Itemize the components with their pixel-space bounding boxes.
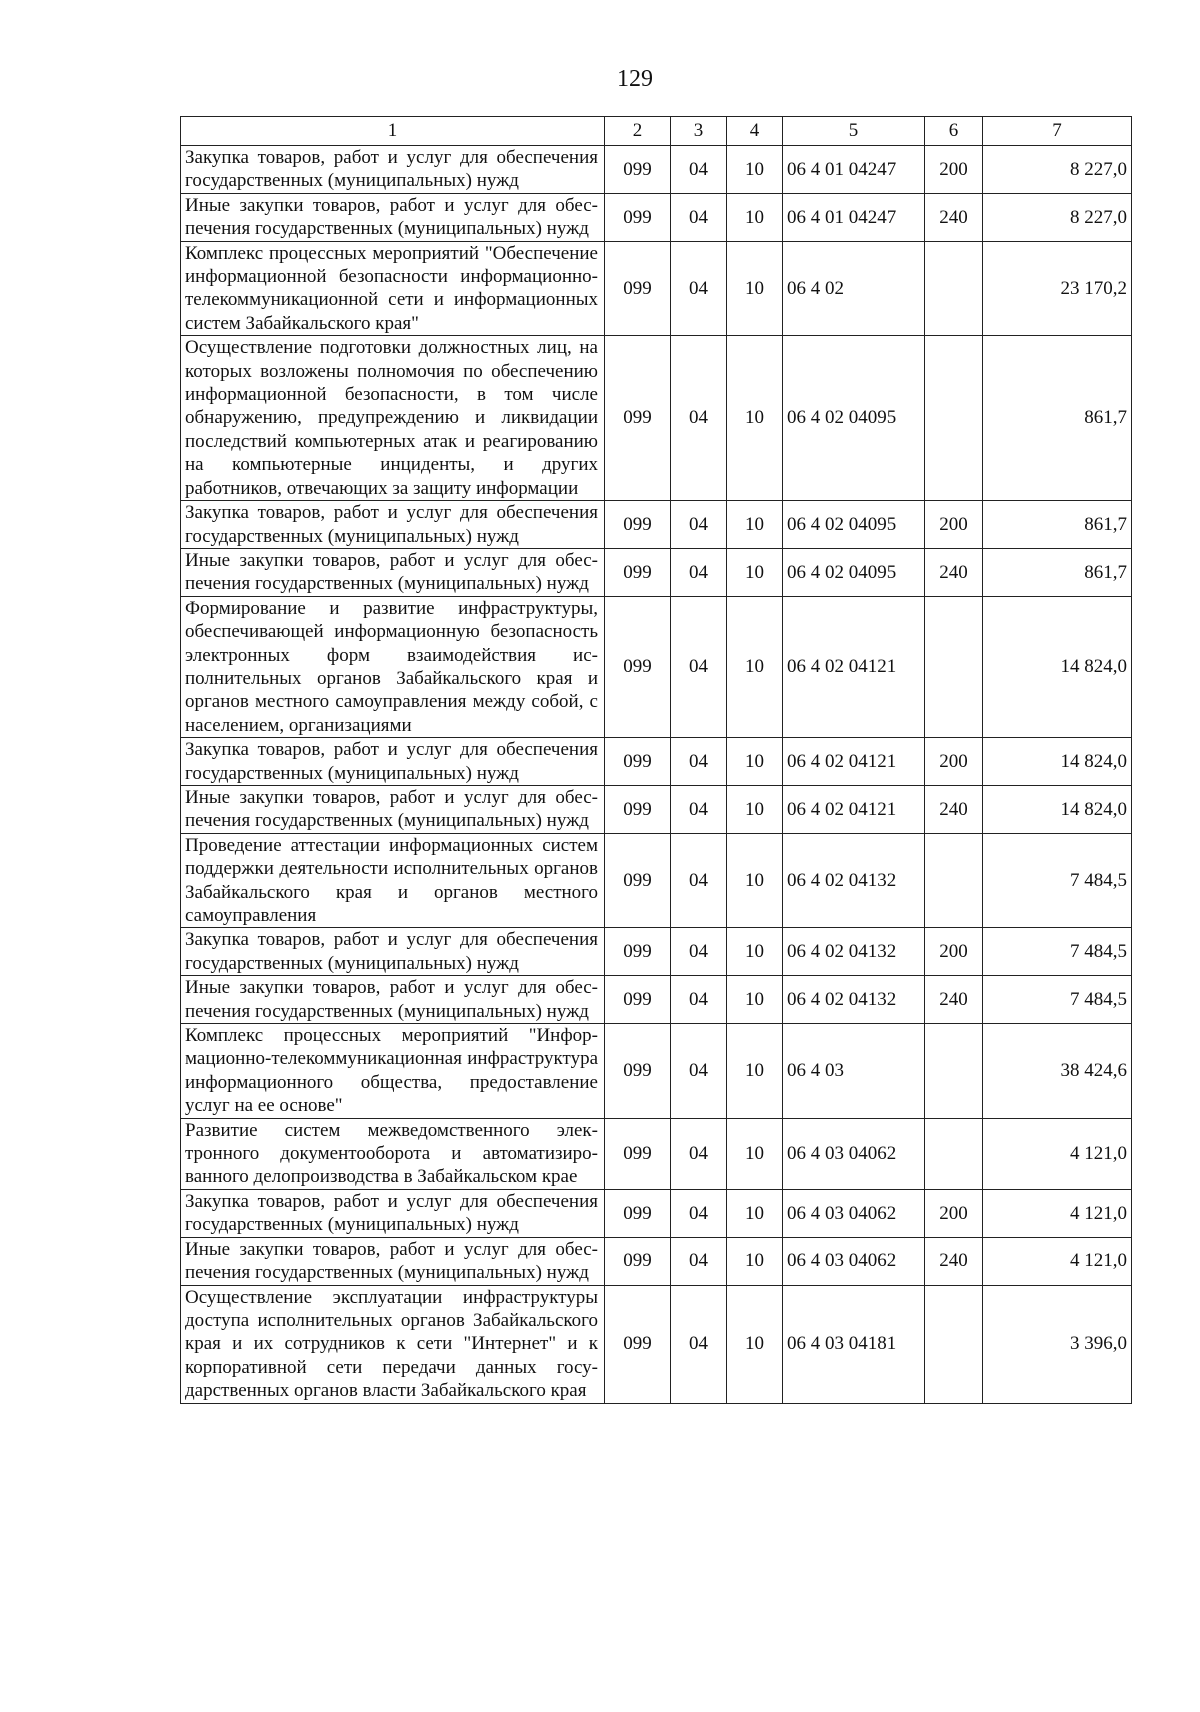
amount: 14 824,0 [983, 596, 1132, 737]
ved-code: 099 [605, 241, 671, 336]
item-name: Осуществление подготовки должностных лиц, на которых возложены полномочия по обеспечению информационной безопасности, в том числе обнаружению, предупреждению и ликвидации последствий компьютерных атак и реагированию на компьютерные инциденты, и других работников, отвечающих за защиту информации [181, 336, 605, 501]
table-row [181, 501, 1132, 549]
item-name: Закупка товаров, работ и услуг для обеспечения государственных (муниципальных) нужд [181, 146, 605, 194]
vr-code [925, 1285, 983, 1403]
table-row [181, 193, 1132, 241]
ved-code: 099 [605, 833, 671, 928]
vr-code: 200 [925, 1189, 983, 1237]
rz-code: 04 [671, 1024, 727, 1119]
amount: 14 824,0 [983, 785, 1132, 833]
item-name: Иные закупки товаров, работ и услуг для обеспечения государственных (муниципальных) нужд [181, 193, 605, 241]
budget-table [180, 116, 1132, 1404]
amount: 4 121,0 [983, 1189, 1132, 1237]
vr-code: 240 [925, 785, 983, 833]
csr-code: 06 4 01 04247 [783, 193, 925, 241]
col-header-7: 7 [983, 117, 1132, 146]
rz-code: 04 [671, 501, 727, 549]
vr-code: 240 [925, 976, 983, 1024]
pr-code: 10 [727, 548, 783, 596]
csr-code: 06 4 03 [783, 1024, 925, 1119]
rz-code: 04 [671, 738, 727, 786]
ved-code: 099 [605, 193, 671, 241]
amount: 861,7 [983, 501, 1132, 549]
ved-code: 099 [605, 928, 671, 976]
item-name: Развитие систем межведомственного электронного документооборота и автоматизированного делопроизводства в Забайкальском крае [181, 1118, 605, 1189]
pr-code: 10 [727, 1237, 783, 1285]
ved-code: 099 [605, 1237, 671, 1285]
item-name: Комплекс процессных мероприятий "Обеспечение информационной безопасности информационно-телекоммуникационной сети и информационных систем Забайкальского края" [181, 241, 605, 336]
ved-code: 099 [605, 548, 671, 596]
rz-code: 04 [671, 976, 727, 1024]
rz-code: 04 [671, 785, 727, 833]
amount: 14 824,0 [983, 738, 1132, 786]
col-header-4: 4 [727, 117, 783, 146]
vr-code [925, 241, 983, 336]
table-row [181, 146, 1132, 194]
csr-code: 06 4 02 04095 [783, 501, 925, 549]
rz-code: 04 [671, 833, 727, 928]
table-row [181, 976, 1132, 1024]
amount: 38 424,6 [983, 1024, 1132, 1119]
vr-code: 200 [925, 738, 983, 786]
ved-code: 099 [605, 1024, 671, 1119]
vr-code: 240 [925, 1237, 983, 1285]
csr-code: 06 4 03 04062 [783, 1237, 925, 1285]
amount: 861,7 [983, 548, 1132, 596]
amount: 861,7 [983, 336, 1132, 501]
amount: 23 170,2 [983, 241, 1132, 336]
table-row [181, 928, 1132, 976]
pr-code: 10 [727, 1189, 783, 1237]
amount: 8 227,0 [983, 193, 1132, 241]
pr-code: 10 [727, 738, 783, 786]
csr-code: 06 4 01 04247 [783, 146, 925, 194]
ved-code: 099 [605, 976, 671, 1024]
rz-code: 04 [671, 596, 727, 737]
csr-code: 06 4 02 04121 [783, 738, 925, 786]
rz-code: 04 [671, 241, 727, 336]
csr-code: 06 4 03 04062 [783, 1118, 925, 1189]
vr-code [925, 833, 983, 928]
col-header-5: 5 [783, 117, 925, 146]
amount: 3 396,0 [983, 1285, 1132, 1403]
ved-code: 099 [605, 1189, 671, 1237]
rz-code: 04 [671, 928, 727, 976]
item-name: Иные закупки товаров, работ и услуг для обеспечения государственных (муниципальных) нужд [181, 1237, 605, 1285]
col-header-1: 1 [181, 117, 605, 146]
vr-code: 200 [925, 146, 983, 194]
csr-code: 06 4 02 04121 [783, 596, 925, 737]
ved-code: 099 [605, 1118, 671, 1189]
table-row [181, 336, 1132, 501]
item-name: Формирование и развитие инфраструктуры, обеспечивающей информационную безопасность электронных форм взаимодействия исполнительных органов Забайкальского края и органов местного самоуправления между собой, с населением, организациями [181, 596, 605, 737]
item-name: Иные закупки товаров, работ и услуг для обеспечения государственных (муниципальных) нужд [181, 976, 605, 1024]
pr-code: 10 [727, 976, 783, 1024]
rz-code: 04 [671, 146, 727, 194]
table-row [181, 548, 1132, 596]
item-name: Осуществление эксплуатации инфраструктуры доступа исполнительных органов Забайкальского края и их сотрудников к сети "Интернет" и к корпоративной сети передачи данных государственных органов власти Забайкальского края [181, 1285, 605, 1403]
ved-code: 099 [605, 1285, 671, 1403]
ved-code: 099 [605, 501, 671, 549]
rz-code: 04 [671, 1285, 727, 1403]
amount: 8 227,0 [983, 146, 1132, 194]
vr-code [925, 1024, 983, 1119]
pr-code: 10 [727, 146, 783, 194]
table-body [181, 146, 1132, 1404]
ved-code: 099 [605, 785, 671, 833]
ved-code: 099 [605, 738, 671, 786]
item-name: Закупка товаров, работ и услуг для обеспечения государственных (муниципальных) нужд [181, 1189, 605, 1237]
pr-code: 10 [727, 785, 783, 833]
table-row [181, 785, 1132, 833]
amount: 7 484,5 [983, 928, 1132, 976]
csr-code: 06 4 02 04132 [783, 976, 925, 1024]
pr-code: 10 [727, 1285, 783, 1403]
rz-code: 04 [671, 548, 727, 596]
col-header-3: 3 [671, 117, 727, 146]
csr-code: 06 4 02 04132 [783, 833, 925, 928]
csr-code: 06 4 02 04095 [783, 548, 925, 596]
item-name: Закупка товаров, работ и услуг для обеспечения государственных (муниципальных) нужд [181, 928, 605, 976]
pr-code: 10 [727, 241, 783, 336]
item-name: Закупка товаров, работ и услуг для обеспечения государственных (муниципальных) нужд [181, 738, 605, 786]
item-name: Закупка товаров, работ и услуг для обеспечения государственных (муниципальных) нужд [181, 501, 605, 549]
amount: 4 121,0 [983, 1237, 1132, 1285]
item-name: Комплекс процессных мероприятий "Информационно-телекоммуникационная инфраструктура информационного общества, предоставление услуг на ее основе" [181, 1024, 605, 1119]
item-name: Иные закупки товаров, работ и услуг для обеспечения государственных (муниципальных) нужд [181, 548, 605, 596]
csr-code: 06 4 02 [783, 241, 925, 336]
table-row [181, 596, 1132, 737]
csr-code: 06 4 02 04121 [783, 785, 925, 833]
pr-code: 10 [727, 596, 783, 737]
vr-code [925, 1118, 983, 1189]
amount: 7 484,5 [983, 976, 1132, 1024]
vr-code: 240 [925, 193, 983, 241]
pr-code: 10 [727, 501, 783, 549]
csr-code: 06 4 03 04181 [783, 1285, 925, 1403]
header-row [181, 117, 1132, 146]
ved-code: 099 [605, 596, 671, 737]
col-header-2: 2 [605, 117, 671, 146]
pr-code: 10 [727, 1118, 783, 1189]
csr-code: 06 4 03 04062 [783, 1189, 925, 1237]
table-row [181, 1024, 1132, 1119]
table-row [181, 1189, 1132, 1237]
table-row [181, 241, 1132, 336]
pr-code: 10 [727, 928, 783, 976]
table-row [181, 1118, 1132, 1189]
rz-code: 04 [671, 1189, 727, 1237]
ved-code: 099 [605, 336, 671, 501]
pr-code: 10 [727, 336, 783, 501]
table-row [181, 738, 1132, 786]
vr-code: 200 [925, 928, 983, 976]
pr-code: 10 [727, 193, 783, 241]
amount: 7 484,5 [983, 833, 1132, 928]
ved-code: 099 [605, 146, 671, 194]
rz-code: 04 [671, 336, 727, 501]
page-number: 129 [617, 66, 653, 92]
csr-code: 06 4 02 04095 [783, 336, 925, 501]
pr-code: 10 [727, 1024, 783, 1119]
vr-code [925, 596, 983, 737]
col-header-6: 6 [925, 117, 983, 146]
item-name: Иные закупки товаров, работ и услуг для обеспечения государственных (муниципальных) нужд [181, 785, 605, 833]
item-name: Проведение аттестации информационных систем поддержки деятельности исполнительных органов Забайкальского края и органов местного самоуправления [181, 833, 605, 928]
pr-code: 10 [727, 833, 783, 928]
amount: 4 121,0 [983, 1118, 1132, 1189]
rz-code: 04 [671, 193, 727, 241]
rz-code: 04 [671, 1237, 727, 1285]
vr-code: 240 [925, 548, 983, 596]
vr-code: 200 [925, 501, 983, 549]
csr-code: 06 4 02 04132 [783, 928, 925, 976]
rz-code: 04 [671, 1118, 727, 1189]
table-row [181, 1285, 1132, 1403]
table-row [181, 833, 1132, 928]
vr-code [925, 336, 983, 501]
table-row [181, 1237, 1132, 1285]
